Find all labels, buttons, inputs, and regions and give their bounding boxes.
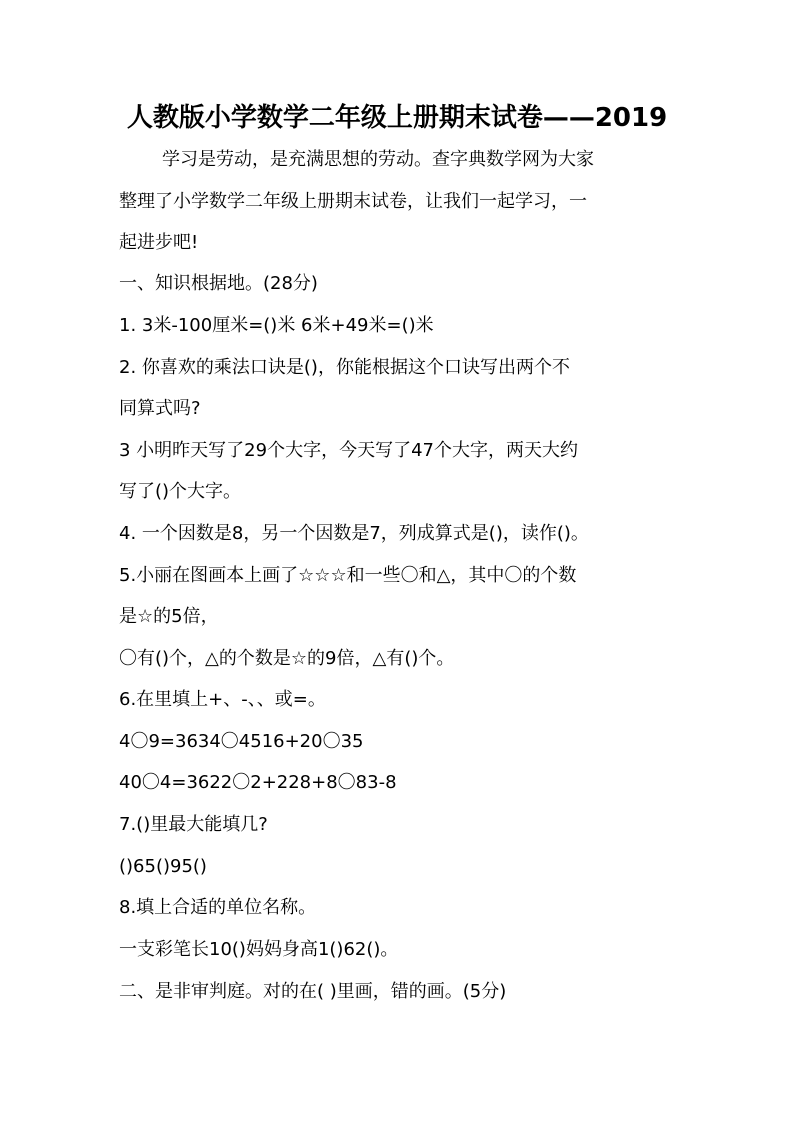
- question-3-line-2: 写了()个大字。: [119, 481, 242, 502]
- question-7-row: ()65()95(): [119, 856, 207, 877]
- question-2-line-1: 2. 你喜欢的乘法口诀是()，你能根据这个口诀写出两个不: [119, 357, 570, 378]
- question-3-line-1: 3 小明昨天写了29个大字，今天写了47个大字，两天大约: [119, 440, 578, 461]
- question-2-line-2: 同算式吗?: [119, 398, 201, 419]
- intro-line-2: 整理了小学数学二年级上册期末试卷，让我们一起学习，一: [119, 191, 587, 212]
- question-5-line-1: 5.小丽在图画本上画了☆☆☆和一些〇和△，其中〇的个数: [119, 565, 577, 586]
- question-5-line-3: 〇有()个，△的个数是☆的9倍，△有()个。: [119, 648, 455, 669]
- question-1: 1. 3米-100厘米=()米 6米+49米=()米: [119, 315, 434, 336]
- section-heading-1: 一、知识根据地。(28分): [119, 273, 318, 294]
- question-6-row-2: 40〇4=3622〇2+228+8〇83-8: [119, 772, 397, 793]
- question-5-line-2: 是☆的5倍，: [119, 606, 219, 627]
- question-7: 7.()里最大能填几?: [119, 814, 268, 835]
- question-8-row: 一支彩笔长10()妈妈身高1()62()。: [119, 939, 399, 960]
- question-8: 8.填上合适的单位名称。: [119, 897, 317, 918]
- section-heading-2: 二、是非审判庭。对的在( )里画，错的画。(5分): [119, 981, 507, 1002]
- intro-line-1: 学习是劳动，是充满思想的劳动。查字典数学网为大家: [162, 149, 594, 170]
- document-title: 人教版小学数学二年级上册期末试卷——2019: [126, 103, 668, 133]
- question-6: 6.在里填上+、-、、或=。: [119, 689, 326, 710]
- question-6-row-1: 4〇9=3634〇4516+20〇35: [119, 731, 364, 752]
- question-4: 4. 一个因数是8，另一个因数是7，列成算式是()，读作()。: [119, 523, 589, 544]
- intro-line-3: 起进步吧!: [119, 232, 199, 253]
